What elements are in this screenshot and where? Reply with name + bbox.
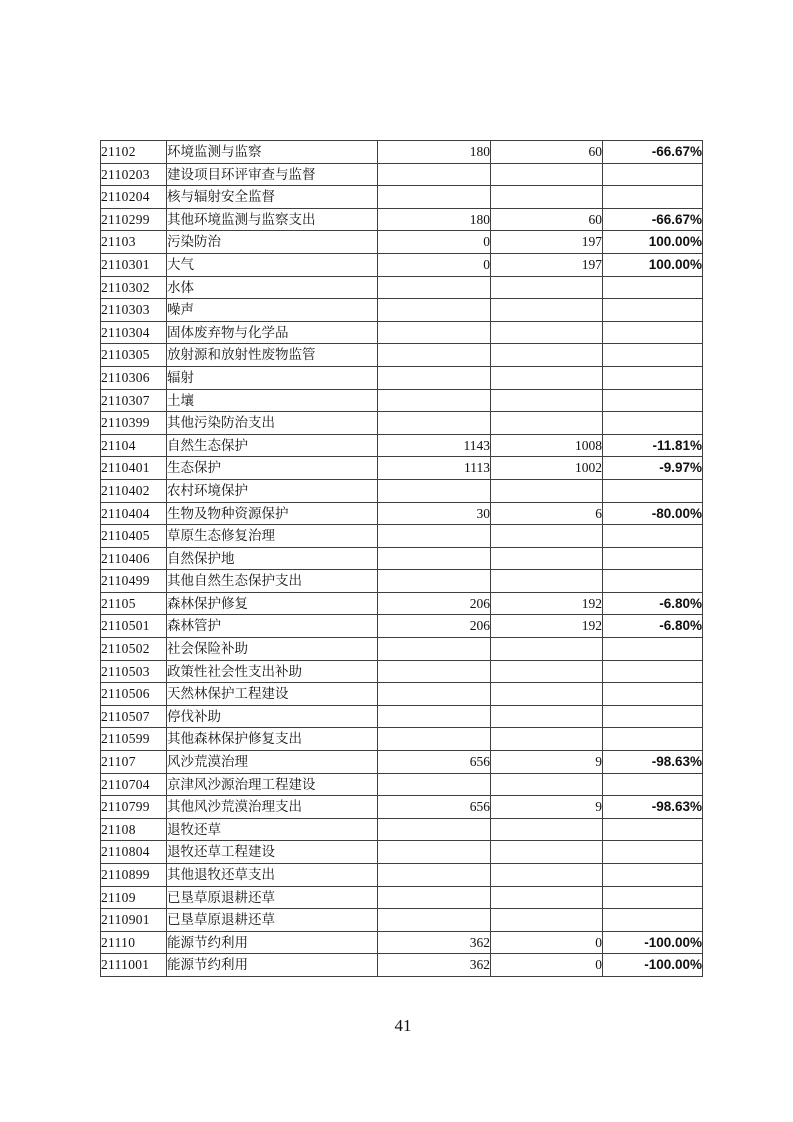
cell-value-curr: 9	[491, 796, 603, 819]
cell-budget-code: 2110404	[101, 502, 167, 525]
cell-value-prev: 1113	[378, 457, 491, 480]
table-row	[101, 434, 703, 457]
cell-item-name: 水体	[167, 276, 378, 299]
table-row	[101, 186, 703, 209]
cell-value-prev	[378, 728, 491, 751]
table-row	[101, 344, 703, 367]
cell-value-prev	[378, 389, 491, 412]
cell-value-curr	[491, 186, 603, 209]
cell-value-curr: 192	[491, 592, 603, 615]
cell-item-name: 固体废弃物与化学品	[167, 321, 378, 344]
table-row	[101, 276, 703, 299]
cell-budget-code: 2110204	[101, 186, 167, 209]
cell-value-curr	[491, 683, 603, 706]
cell-value-prev: 362	[378, 954, 491, 977]
cell-value-prev	[378, 344, 491, 367]
cell-change-pct	[603, 660, 703, 683]
cell-item-name: 噪声	[167, 299, 378, 322]
table-row	[101, 389, 703, 412]
cell-budget-code: 2110503	[101, 660, 167, 683]
table-row	[101, 547, 703, 570]
cell-budget-code: 2110307	[101, 389, 167, 412]
cell-budget-code: 2110499	[101, 570, 167, 593]
budget-table	[100, 140, 703, 977]
cell-value-curr	[491, 705, 603, 728]
cell-item-name: 能源节约利用	[167, 931, 378, 954]
table-row	[101, 570, 703, 593]
cell-item-name: 社会保险补助	[167, 638, 378, 661]
cell-budget-code: 2110901	[101, 909, 167, 932]
cell-value-prev: 206	[378, 615, 491, 638]
cell-value-prev: 1143	[378, 434, 491, 457]
cell-change-pct: -100.00%	[603, 954, 703, 977]
cell-budget-code: 21110	[101, 931, 167, 954]
cell-budget-code: 2110501	[101, 615, 167, 638]
cell-change-pct: -66.67%	[603, 141, 703, 164]
cell-value-curr	[491, 412, 603, 435]
cell-value-curr	[491, 728, 603, 751]
cell-change-pct: -80.00%	[603, 502, 703, 525]
cell-value-prev: 30	[378, 502, 491, 525]
page-number: 41	[394, 1016, 412, 1035]
cell-value-curr	[491, 299, 603, 322]
cell-value-curr	[491, 570, 603, 593]
cell-change-pct	[603, 683, 703, 706]
cell-budget-code: 2110203	[101, 163, 167, 186]
cell-change-pct	[603, 705, 703, 728]
cell-item-name: 停伐补助	[167, 705, 378, 728]
cell-value-curr	[491, 909, 603, 932]
cell-change-pct	[603, 728, 703, 751]
cell-value-curr	[491, 773, 603, 796]
cell-value-curr: 6	[491, 502, 603, 525]
table-row	[101, 796, 703, 819]
cell-budget-code: 2110402	[101, 479, 167, 502]
cell-change-pct	[603, 525, 703, 548]
cell-item-name: 其他环境监测与监察支出	[167, 208, 378, 231]
cell-value-curr	[491, 321, 603, 344]
cell-budget-code: 2110899	[101, 864, 167, 887]
cell-item-name: 草原生态修复治理	[167, 525, 378, 548]
cell-value-prev	[378, 276, 491, 299]
cell-budget-code: 2110302	[101, 276, 167, 299]
cell-item-name: 建设项目环评审查与监督	[167, 163, 378, 186]
cell-value-prev: 362	[378, 931, 491, 954]
cell-budget-code: 2110406	[101, 547, 167, 570]
cell-value-curr: 192	[491, 615, 603, 638]
cell-budget-code: 2110399	[101, 412, 167, 435]
cell-change-pct: -6.80%	[603, 592, 703, 615]
cell-value-curr: 197	[491, 253, 603, 276]
table-row	[101, 864, 703, 887]
cell-value-prev	[378, 299, 491, 322]
table-row	[101, 253, 703, 276]
cell-value-curr	[491, 366, 603, 389]
cell-value-prev	[378, 638, 491, 661]
cell-change-pct	[603, 479, 703, 502]
cell-value-curr: 197	[491, 231, 603, 254]
cell-item-name: 退牧还草	[167, 818, 378, 841]
table-row	[101, 728, 703, 751]
cell-budget-code: 2110301	[101, 253, 167, 276]
cell-value-curr	[491, 638, 603, 661]
cell-value-curr	[491, 886, 603, 909]
cell-item-name: 风沙荒漠治理	[167, 751, 378, 774]
cell-value-prev: 180	[378, 208, 491, 231]
cell-budget-code: 2111001	[101, 954, 167, 977]
cell-budget-code: 2110599	[101, 728, 167, 751]
cell-change-pct: -66.67%	[603, 208, 703, 231]
cell-change-pct	[603, 344, 703, 367]
cell-value-curr	[491, 479, 603, 502]
cell-change-pct: -98.63%	[603, 796, 703, 819]
cell-value-prev: 656	[378, 751, 491, 774]
cell-item-name: 已垦草原退耕还草	[167, 909, 378, 932]
cell-change-pct	[603, 841, 703, 864]
cell-change-pct	[603, 412, 703, 435]
cell-item-name: 京津风沙源治理工程建设	[167, 773, 378, 796]
cell-budget-code: 21107	[101, 751, 167, 774]
table-row	[101, 163, 703, 186]
cell-value-prev	[378, 660, 491, 683]
table-row	[101, 412, 703, 435]
cell-value-curr	[491, 344, 603, 367]
cell-item-name: 核与辐射安全监督	[167, 186, 378, 209]
table-row	[101, 841, 703, 864]
cell-change-pct	[603, 547, 703, 570]
cell-item-name: 其他森林保护修复支出	[167, 728, 378, 751]
table-row	[101, 909, 703, 932]
cell-value-prev	[378, 547, 491, 570]
cell-value-prev: 180	[378, 141, 491, 164]
cell-change-pct: -98.63%	[603, 751, 703, 774]
cell-item-name: 天然林保护工程建设	[167, 683, 378, 706]
cell-budget-code: 21109	[101, 886, 167, 909]
cell-item-name: 能源节约利用	[167, 954, 378, 977]
cell-item-name: 其他退牧还草支出	[167, 864, 378, 887]
cell-value-prev	[378, 886, 491, 909]
cell-value-curr: 0	[491, 931, 603, 954]
cell-item-name: 自然保护地	[167, 547, 378, 570]
cell-value-curr	[491, 525, 603, 548]
cell-change-pct	[603, 321, 703, 344]
table-row	[101, 705, 703, 728]
cell-item-name: 自然生态保护	[167, 434, 378, 457]
cell-change-pct	[603, 886, 703, 909]
cell-value-curr: 60	[491, 208, 603, 231]
cell-change-pct: -11.81%	[603, 434, 703, 457]
budget-table-body	[101, 141, 703, 977]
cell-item-name: 环境监测与监察	[167, 141, 378, 164]
cell-budget-code: 2110299	[101, 208, 167, 231]
table-row	[101, 502, 703, 525]
table-row	[101, 479, 703, 502]
table-row	[101, 660, 703, 683]
table-row	[101, 638, 703, 661]
cell-item-name: 森林管护	[167, 615, 378, 638]
table-row	[101, 773, 703, 796]
table-row	[101, 818, 703, 841]
cell-value-curr	[491, 818, 603, 841]
cell-value-prev	[378, 705, 491, 728]
cell-value-curr	[491, 389, 603, 412]
cell-budget-code: 21104	[101, 434, 167, 457]
cell-change-pct	[603, 638, 703, 661]
cell-item-name: 生态保护	[167, 457, 378, 480]
cell-value-curr	[491, 660, 603, 683]
cell-value-prev	[378, 864, 491, 887]
cell-item-name: 土壤	[167, 389, 378, 412]
cell-value-prev	[378, 525, 491, 548]
cell-change-pct	[603, 773, 703, 796]
cell-item-name: 其他风沙荒漠治理支出	[167, 796, 378, 819]
cell-item-name: 污染防治	[167, 231, 378, 254]
cell-value-curr: 9	[491, 751, 603, 774]
cell-value-prev	[378, 321, 491, 344]
cell-value-curr: 0	[491, 954, 603, 977]
cell-value-prev: 0	[378, 231, 491, 254]
table-row	[101, 141, 703, 164]
table-row	[101, 954, 703, 977]
cell-change-pct	[603, 186, 703, 209]
cell-budget-code: 2110704	[101, 773, 167, 796]
cell-budget-code: 2110507	[101, 705, 167, 728]
cell-change-pct	[603, 366, 703, 389]
cell-change-pct: -100.00%	[603, 931, 703, 954]
table-row	[101, 366, 703, 389]
cell-value-curr	[491, 864, 603, 887]
cell-budget-code: 2110506	[101, 683, 167, 706]
cell-value-curr	[491, 163, 603, 186]
cell-value-prev	[378, 909, 491, 932]
cell-change-pct	[603, 299, 703, 322]
cell-budget-code: 2110502	[101, 638, 167, 661]
cell-change-pct	[603, 818, 703, 841]
table-row	[101, 208, 703, 231]
table-row	[101, 231, 703, 254]
cell-value-prev	[378, 366, 491, 389]
table-row	[101, 321, 703, 344]
table-row	[101, 931, 703, 954]
cell-item-name: 退牧还草工程建设	[167, 841, 378, 864]
cell-value-prev: 206	[378, 592, 491, 615]
cell-budget-code: 21105	[101, 592, 167, 615]
cell-item-name: 已垦草原退耕还草	[167, 886, 378, 909]
cell-item-name: 辐射	[167, 366, 378, 389]
cell-value-prev	[378, 186, 491, 209]
cell-budget-code: 2110804	[101, 841, 167, 864]
cell-value-curr	[491, 841, 603, 864]
cell-value-prev	[378, 683, 491, 706]
cell-value-prev: 656	[378, 796, 491, 819]
cell-budget-code: 2110405	[101, 525, 167, 548]
table-row	[101, 592, 703, 615]
cell-budget-code: 2110401	[101, 457, 167, 480]
cell-item-name: 放射源和放射性废物监管	[167, 344, 378, 367]
table-row	[101, 751, 703, 774]
cell-value-curr: 60	[491, 141, 603, 164]
cell-value-prev	[378, 773, 491, 796]
cell-change-pct: -9.97%	[603, 457, 703, 480]
cell-item-name: 政策性社会性支出补助	[167, 660, 378, 683]
cell-item-name: 其他污染防治支出	[167, 412, 378, 435]
cell-value-curr: 1008	[491, 434, 603, 457]
cell-item-name: 生物及物种资源保护	[167, 502, 378, 525]
cell-item-name: 森林保护修复	[167, 592, 378, 615]
table-row	[101, 615, 703, 638]
cell-change-pct	[603, 570, 703, 593]
cell-value-prev	[378, 841, 491, 864]
cell-budget-code: 2110303	[101, 299, 167, 322]
cell-budget-code: 21102	[101, 141, 167, 164]
cell-value-prev	[378, 570, 491, 593]
table-row	[101, 886, 703, 909]
cell-budget-code: 2110799	[101, 796, 167, 819]
cell-change-pct	[603, 163, 703, 186]
cell-change-pct	[603, 909, 703, 932]
cell-value-prev: 0	[378, 253, 491, 276]
cell-value-prev	[378, 163, 491, 186]
cell-item-name: 农村环境保护	[167, 479, 378, 502]
cell-value-curr: 1002	[491, 457, 603, 480]
table-row	[101, 299, 703, 322]
cell-change-pct: 100.00%	[603, 253, 703, 276]
cell-value-prev	[378, 479, 491, 502]
cell-budget-code: 21108	[101, 818, 167, 841]
cell-change-pct	[603, 276, 703, 299]
cell-item-name: 其他自然生态保护支出	[167, 570, 378, 593]
table-row	[101, 525, 703, 548]
table-row	[101, 457, 703, 480]
cell-change-pct	[603, 389, 703, 412]
cell-value-prev	[378, 818, 491, 841]
cell-item-name: 大气	[167, 253, 378, 276]
cell-budget-code: 21103	[101, 231, 167, 254]
cell-budget-code: 2110305	[101, 344, 167, 367]
cell-change-pct: 100.00%	[603, 231, 703, 254]
cell-value-curr	[491, 547, 603, 570]
cell-value-curr	[491, 276, 603, 299]
cell-budget-code: 2110304	[101, 321, 167, 344]
cell-value-prev	[378, 412, 491, 435]
cell-budget-code: 2110306	[101, 366, 167, 389]
cell-change-pct: -6.80%	[603, 615, 703, 638]
cell-change-pct	[603, 864, 703, 887]
table-row	[101, 683, 703, 706]
